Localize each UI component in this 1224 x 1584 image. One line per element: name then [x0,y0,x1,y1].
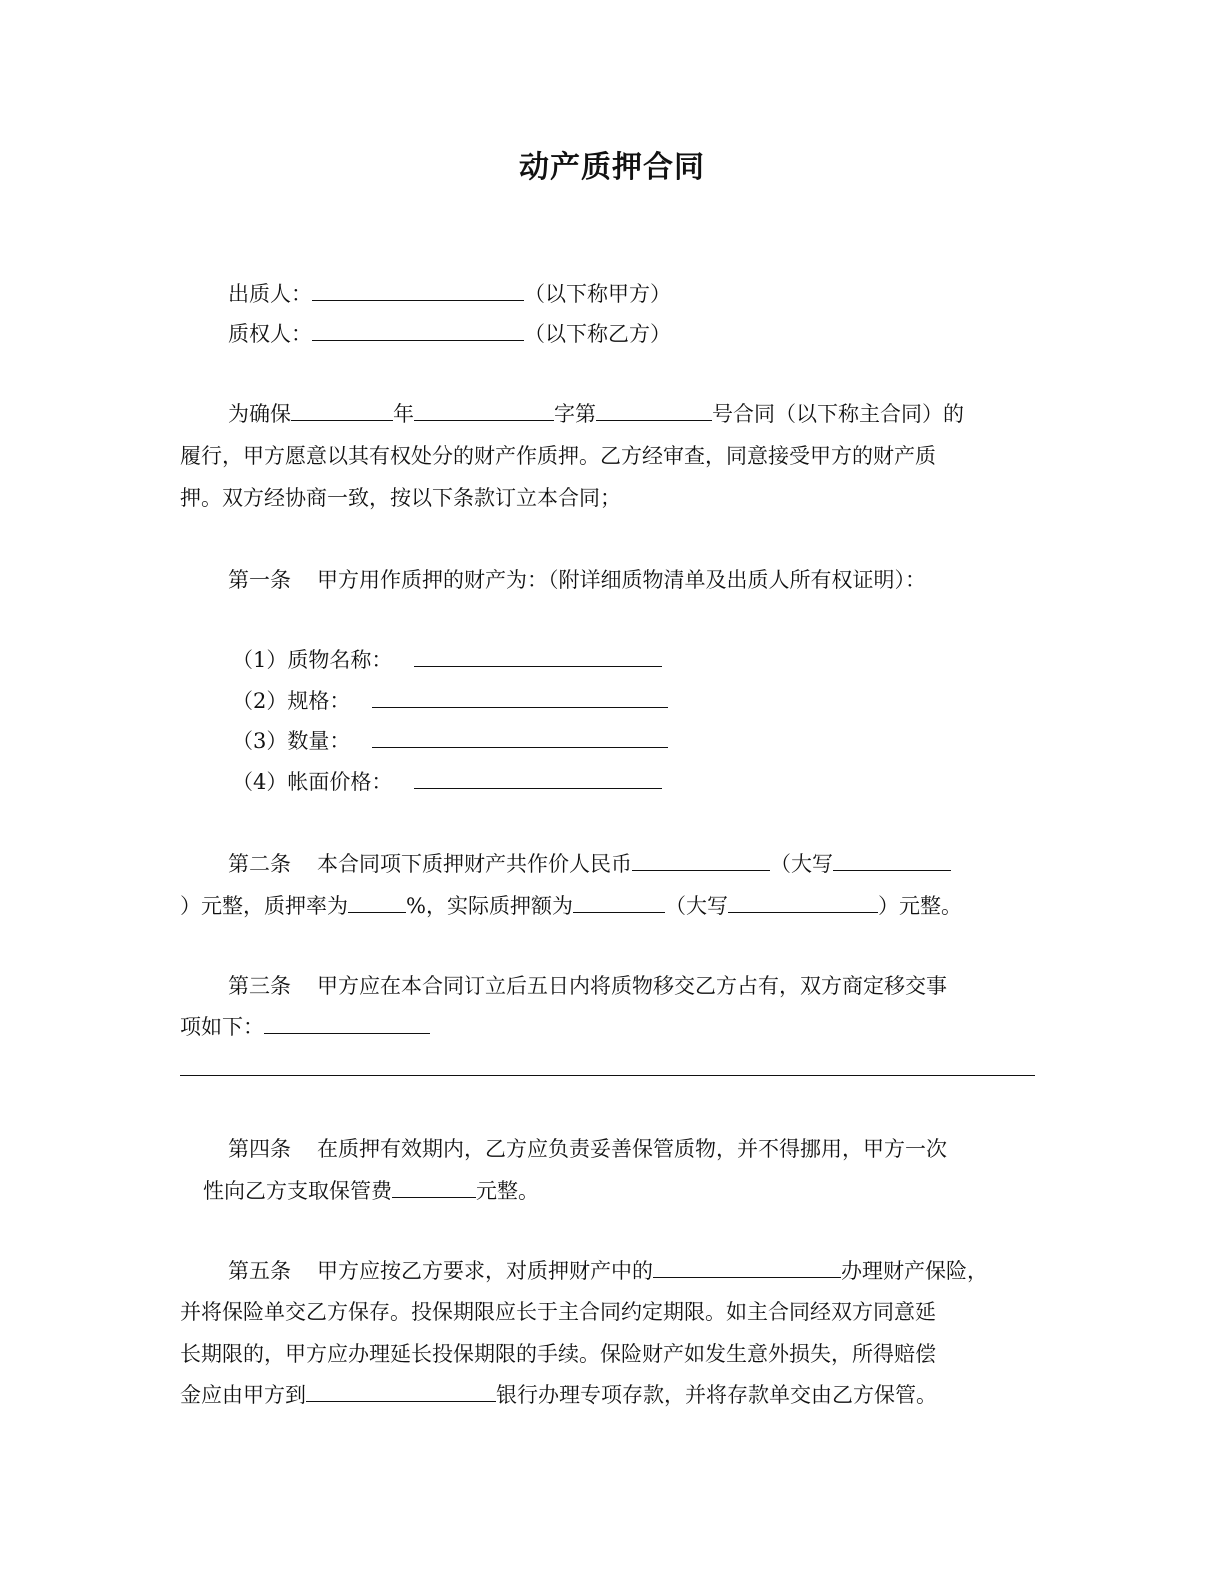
collateral-item-label: （2）规格： [232,689,351,713]
collateral-item-label: （3）数量： [232,729,351,753]
custody-fee-blank[interactable] [392,1177,476,1198]
article-5-line-4 [180,1381,937,1409]
collateral-item [232,646,662,674]
article-5-text: 甲方应按乙方要求，对质押财产中的 [317,1259,653,1283]
contract-year-blank[interactable] [291,400,393,421]
article-2-text: ）元整。 [877,894,962,918]
article-4-line-1 [228,1135,947,1163]
valuation-words-blank[interactable] [833,850,951,871]
preamble-line-2: 履行，甲方愿意以其有权处分的财产作质押。乙方经审查，同意接受甲方的财产质 [180,444,936,468]
pledgor-suffix: （以下称甲方） [524,282,671,306]
insured-property-blank[interactable] [653,1257,841,1278]
article-5-text: 办理财产保险， [841,1259,988,1283]
preamble-text: 为确保 [228,402,291,426]
article-4-heading: 第四条 [228,1137,291,1161]
pledgee-label: 质权人： [228,322,312,346]
article-1-text: 甲方用作质押的财产为：（附详细质物清单及出质人所有权证明）： [317,568,926,592]
preamble-text: 号合同（以下称主合同）的 [712,402,964,426]
handover-matters-full-line[interactable] [180,1075,1035,1076]
collateral-item-label: （4）帐面价格： [232,770,393,794]
article-2-line-1 [228,850,951,878]
article-3-line-2 [180,1013,430,1041]
pledgee-suffix: （以下称乙方） [524,322,671,346]
bank-name-blank[interactable] [306,1381,496,1402]
article-3-line-1 [228,972,947,1000]
pledge-amount-words-blank[interactable] [728,892,878,913]
article-5-heading: 第五条 [228,1259,291,1283]
article-3-text: 项如下： [180,1015,264,1039]
pledge-rate-blank[interactable] [348,892,406,913]
preamble-line-1 [228,400,964,428]
collateral-item [232,687,668,715]
article-5-text: 金应由甲方到 [180,1383,306,1407]
article-1-line [228,566,926,594]
collateral-book-value-blank[interactable] [414,768,662,789]
article-4-line-2 [203,1177,539,1205]
pledgee-blank[interactable] [312,320,524,341]
article-2-text: ）元整，质押率为 [180,894,348,918]
contract-number-blank[interactable] [596,400,712,421]
collateral-spec-blank[interactable] [372,687,668,708]
article-4-text: 性向乙方支取保管费 [203,1179,392,1203]
article-3-text: 甲方应在本合同订立后五日内将质物移交乙方占有，双方商定移交事 [317,974,947,998]
article-5-line-2: 并将保险单交乙方保存。投保期限应长于主合同约定期限。如主合同经双方同意延 [180,1300,936,1324]
document-title: 动产质押合同 [519,150,705,185]
article-4-text: 在质押有效期内，乙方应负责妥善保管质物，并不得挪用，甲方一次 [317,1137,947,1161]
contract-word-blank[interactable] [414,400,554,421]
article-5-line-1 [228,1257,988,1285]
pledgor-label: 出质人： [228,282,312,306]
preamble-line-3: 押。双方经协商一致，按以下条款订立本合同； [180,486,621,510]
article-2-heading: 第二条 [228,852,291,876]
article-2-line-2 [180,892,962,920]
collateral-quantity-blank[interactable] [372,727,668,748]
pledge-amount-blank[interactable] [573,892,665,913]
valuation-amount-blank[interactable] [632,850,770,871]
article-2-text: 本合同项下质押财产共作价人民币 [317,852,632,876]
handover-matters-blank[interactable] [264,1013,430,1034]
collateral-item-label: （1）质物名称： [232,648,393,672]
preamble-text: 字第 [554,402,596,426]
collateral-name-blank[interactable] [414,646,662,667]
article-1-heading: 第一条 [228,568,291,592]
article-5-line-3: 长期限的，甲方应办理延长投保期限的手续。保险财产如发生意外损失，所得赔偿 [180,1342,936,1366]
pledgor-line [228,280,671,308]
article-5-text: 银行办理专项存款，并将存款单交由乙方保管。 [496,1383,937,1407]
article-4-text: 元整。 [476,1179,539,1203]
pledgor-blank[interactable] [312,280,524,301]
article-2-text: %，实际质押额为 [406,894,573,918]
pledgee-line [228,320,671,348]
article-3-heading: 第三条 [228,974,291,998]
article-2-text: （大写 [664,894,728,918]
collateral-item [232,768,662,796]
article-2-text: （大写 [770,852,833,876]
preamble-text: 年 [393,402,414,426]
collateral-item [232,727,668,755]
